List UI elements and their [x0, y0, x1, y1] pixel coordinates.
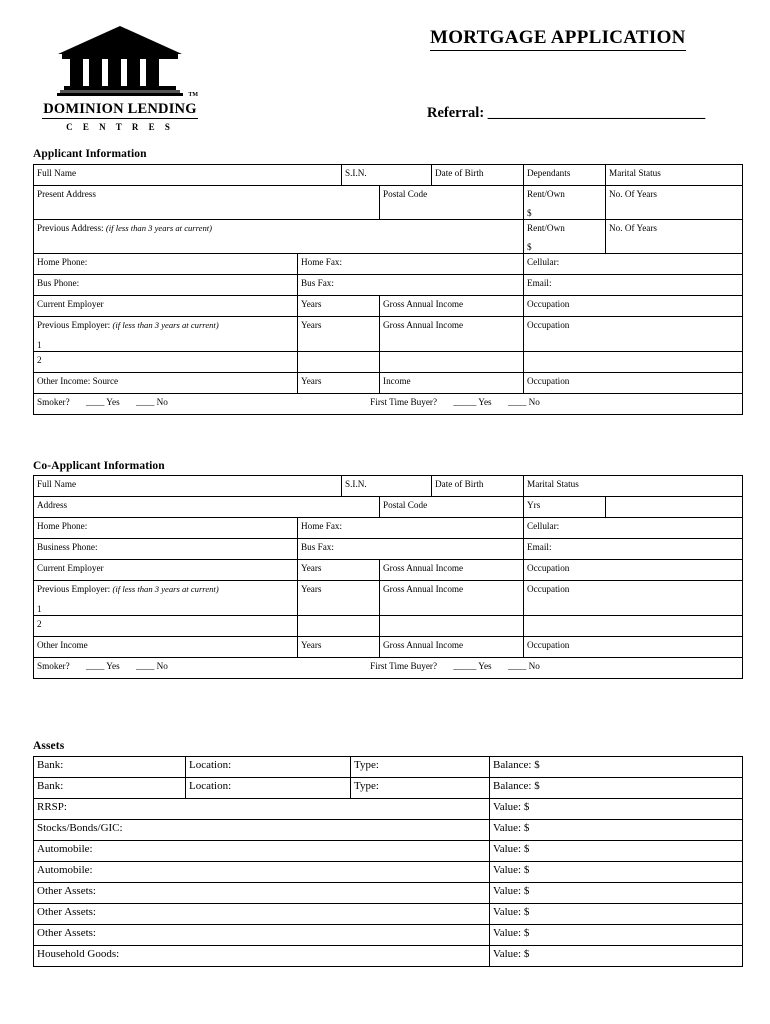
- co-smoker-yes-option[interactable]: ____ Yes: [85, 661, 120, 671]
- co-smoker-label: Smoker?: [37, 661, 70, 671]
- page-title: MORTGAGE APPLICATION: [430, 27, 686, 51]
- cell-bank-label[interactable]: Bank:: [34, 778, 186, 799]
- cell-previous-address[interactable]: [34, 220, 524, 254]
- cell-prev-employer-occupation[interactable]: Occupation: [524, 317, 743, 352]
- cell-co-employer-occupation[interactable]: Occupation: [524, 560, 743, 581]
- smoker-yes-option[interactable]: ____ Yes: [85, 397, 120, 407]
- table-row: [34, 925, 743, 946]
- cell-home-fax[interactable]: Home Fax:: [298, 254, 524, 275]
- cell-co-other-income-amount[interactable]: Gross Annual Income: [380, 637, 524, 658]
- cell-asset-label-rrsp[interactable]: RRSP:: [34, 799, 490, 820]
- table-row: [34, 841, 743, 862]
- cell-co-employer-years[interactable]: Years: [298, 560, 380, 581]
- cell-asset-value-automobile[interactable]: Value: $: [490, 862, 743, 883]
- cell-asset-value-other[interactable]: Value: $: [490, 883, 743, 904]
- smoker-label: Smoker?: [37, 397, 70, 407]
- table-row: [34, 581, 743, 616]
- rent-own-amount: $: [527, 208, 532, 218]
- previous-employer-row-1: 1: [37, 340, 42, 350]
- cell-dependants[interactable]: Dependants: [524, 165, 606, 186]
- table-row: [34, 799, 743, 820]
- cell-full-name[interactable]: Full Name: [34, 165, 342, 186]
- cell-co-business-phone[interactable]: Business Phone:: [34, 539, 298, 560]
- cell-co-full-name[interactable]: Full Name: [34, 476, 342, 497]
- table-row: [34, 904, 743, 925]
- cell-employer-gross-income[interactable]: Gross Annual Income: [380, 296, 524, 317]
- greek-temple-columns-icon: [54, 24, 186, 98]
- cell-asset-label-other[interactable]: Other Assets:: [34, 883, 490, 904]
- coapplicant-information-table: [33, 475, 743, 679]
- table-row: [34, 616, 743, 637]
- cell-co-postal-code[interactable]: Postal Code: [380, 497, 524, 518]
- cell-co-cellular[interactable]: Cellular:: [524, 518, 743, 539]
- previous-employer-label: Previous Employer:: [37, 320, 111, 330]
- cell-co-prev-employer-years[interactable]: Years: [298, 581, 380, 616]
- cell-bus-fax[interactable]: Bus Fax:: [298, 275, 524, 296]
- table-row: [34, 757, 743, 778]
- cell-date-of-birth[interactable]: Date of Birth: [432, 165, 524, 186]
- cell-asset-value-other[interactable]: Value: $: [490, 925, 743, 946]
- cell-bank-location[interactable]: Location:: [186, 757, 351, 778]
- cell-bank-location[interactable]: Location:: [186, 778, 351, 799]
- cell-asset-label-household-goods[interactable]: Household Goods:: [34, 946, 490, 967]
- cell-co-date-of-birth[interactable]: Date of Birth: [432, 476, 524, 497]
- first-time-buyer-yes-option[interactable]: _____ Yes: [453, 397, 492, 407]
- cell-asset-label-other[interactable]: Other Assets:: [34, 925, 490, 946]
- prev-rent-own-amount: $: [527, 242, 532, 252]
- cell-co-prev-employer-2-gross-income[interactable]: [380, 616, 524, 637]
- cell-asset-value-automobile[interactable]: Value: $: [490, 841, 743, 862]
- co-previous-employer-label: Previous Employer:: [37, 584, 111, 594]
- cell-no-of-years[interactable]: No. Of Years: [606, 186, 743, 220]
- table-row: [34, 883, 743, 904]
- cell-previous-employer[interactable]: [34, 317, 298, 352]
- cell-co-other-income-occupation[interactable]: Occupation: [524, 637, 743, 658]
- cell-co-marital-status[interactable]: Marital Status: [524, 476, 743, 497]
- previous-address-note: (if less than 3 years at current): [105, 223, 213, 233]
- cell-bus-phone[interactable]: Bus Phone:: [34, 275, 298, 296]
- table-row: [34, 497, 743, 518]
- cell-co-other-income-years[interactable]: Years: [298, 637, 380, 658]
- cell-asset-label-stocks-bonds-gic[interactable]: Stocks/Bonds/GIC:: [34, 820, 490, 841]
- cell-bank-type[interactable]: Type:: [351, 757, 490, 778]
- rent-own-label: Rent/Own: [527, 189, 565, 199]
- co-previous-employer-row-1: 1: [37, 604, 42, 614]
- cell-co-prev-employer-2-occupation[interactable]: [524, 616, 743, 637]
- cell-asset-label-automobile[interactable]: Automobile:: [34, 862, 490, 883]
- cell-co-employer-gross-income[interactable]: Gross Annual Income: [380, 560, 524, 581]
- table-row: [34, 778, 743, 799]
- table-row: [34, 394, 743, 415]
- table-row: [34, 946, 743, 967]
- cell-prev-employer-2-gross-income[interactable]: [380, 352, 524, 373]
- referral-blank-line[interactable]: ______________________________: [487, 105, 706, 121]
- cell-prev-employer-years[interactable]: Years: [298, 317, 380, 352]
- cell-prev-employer-2-years[interactable]: [298, 352, 380, 373]
- applicant-information-table: [33, 164, 743, 415]
- cell-smoker-ftb[interactable]: [34, 394, 743, 415]
- logo-company-subtitle: C E N T R E S: [66, 122, 174, 132]
- cell-co-other-income[interactable]: Other Income: [34, 637, 298, 658]
- cell-prev-no-of-years[interactable]: No. Of Years: [606, 220, 743, 254]
- logo-company-name: DOMINION LENDING: [43, 101, 197, 117]
- cell-employer-occupation[interactable]: Occupation: [524, 296, 743, 317]
- cell-bank-label[interactable]: Bank:: [34, 757, 186, 778]
- cell-marital-status[interactable]: Marital Status: [606, 165, 743, 186]
- cell-present-address[interactable]: Present Address: [34, 186, 380, 220]
- cell-email[interactable]: Email:: [524, 275, 743, 296]
- cell-prev-employer-2-occupation[interactable]: [524, 352, 743, 373]
- referral-label: Referral:: [427, 105, 485, 121]
- co-first-time-buyer-label: First Time Buyer?: [370, 661, 438, 671]
- cell-co-prev-employer-occupation[interactable]: Occupation: [524, 581, 743, 616]
- co-smoker-no-option[interactable]: ____ No: [135, 661, 168, 671]
- prev-rent-own-label: Rent/Own: [527, 223, 565, 233]
- assets-table: [33, 756, 743, 967]
- cell-employer-years[interactable]: Years: [298, 296, 380, 317]
- previous-address-label: Previous Address:: [37, 223, 104, 233]
- cell-current-employer[interactable]: Current Employer: [34, 296, 298, 317]
- table-row: [34, 352, 743, 373]
- cell-asset-label-automobile[interactable]: Automobile:: [34, 841, 490, 862]
- co-previous-employer-note: (if less than 3 years at current): [112, 584, 219, 594]
- table-row: [34, 862, 743, 883]
- table-row: [34, 820, 743, 841]
- cell-cellular[interactable]: Cellular:: [524, 254, 743, 275]
- table-row: [34, 518, 743, 539]
- table-row: [34, 658, 743, 679]
- cell-co-prev-employer-2-years[interactable]: [298, 616, 380, 637]
- cell-other-income-years[interactable]: Years: [298, 373, 380, 394]
- smoker-no-option[interactable]: ____ No: [135, 397, 168, 407]
- coapplicant-section-heading: Co-Applicant Information: [33, 460, 165, 472]
- cell-co-smoker-ftb[interactable]: [34, 658, 743, 679]
- cell-home-phone[interactable]: Home Phone:: [34, 254, 298, 275]
- cell-co-home-fax[interactable]: Home Fax:: [298, 518, 524, 539]
- table-row: [34, 539, 743, 560]
- table-row: [34, 165, 743, 186]
- cell-co-current-employer[interactable]: Current Employer: [34, 560, 298, 581]
- cell-co-email[interactable]: Email:: [524, 539, 743, 560]
- referral-field: [427, 105, 705, 122]
- co-first-time-buyer-yes-option[interactable]: _____ Yes: [453, 661, 492, 671]
- cell-asset-value-rrsp[interactable]: Value: $: [490, 799, 743, 820]
- cell-bank-balance[interactable]: Balance: $: [490, 757, 743, 778]
- cell-sin[interactable]: S.I.N.: [342, 165, 432, 186]
- cell-bank-type[interactable]: Type:: [351, 778, 490, 799]
- page-header: [0, 0, 770, 145]
- trademark-symbol: TM: [188, 92, 198, 98]
- cell-bank-balance[interactable]: Balance: $: [490, 778, 743, 799]
- first-time-buyer-no-option[interactable]: ____ No: [507, 397, 540, 407]
- cell-co-address-extra[interactable]: [606, 497, 743, 518]
- cell-prev-rent-own[interactable]: [524, 220, 606, 254]
- co-first-time-buyer-no-option[interactable]: ____ No: [507, 661, 540, 671]
- cell-co-bus-fax[interactable]: Bus Fax:: [298, 539, 524, 560]
- first-time-buyer-label: First Time Buyer?: [370, 397, 438, 407]
- company-logo: [40, 24, 200, 132]
- table-row: [34, 254, 743, 275]
- cell-other-income-occupation[interactable]: Occupation: [524, 373, 743, 394]
- cell-co-previous-employer-2[interactable]: 2: [34, 616, 298, 637]
- table-row: [34, 476, 743, 497]
- cell-prev-employer-gross-income[interactable]: Gross Annual Income: [380, 317, 524, 352]
- cell-rent-own[interactable]: [524, 186, 606, 220]
- cell-asset-value-household-goods[interactable]: Value: $: [490, 946, 743, 967]
- table-row: [34, 186, 743, 220]
- cell-other-income-amount[interactable]: Income: [380, 373, 524, 394]
- table-row: [34, 637, 743, 658]
- assets-section-heading: Assets: [33, 740, 65, 752]
- table-row: [34, 220, 743, 254]
- cell-co-address[interactable]: Address: [34, 497, 380, 518]
- cell-other-income-source[interactable]: Other Income: Source: [34, 373, 298, 394]
- previous-employer-note: (if less than 3 years at current): [112, 320, 219, 330]
- cell-previous-employer-2[interactable]: 2: [34, 352, 298, 373]
- table-row: [34, 317, 743, 352]
- table-row: [34, 275, 743, 296]
- cell-co-prev-employer-gross-income[interactable]: Gross Annual Income: [380, 581, 524, 616]
- table-row: [34, 373, 743, 394]
- cell-asset-value-other[interactable]: Value: $: [490, 904, 743, 925]
- cell-asset-value-stocks-bonds-gic[interactable]: Value: $: [490, 820, 743, 841]
- cell-co-sin[interactable]: S.I.N.: [342, 476, 432, 497]
- table-row: [34, 560, 743, 581]
- cell-co-home-phone[interactable]: Home Phone:: [34, 518, 298, 539]
- cell-co-yrs[interactable]: Yrs: [524, 497, 606, 518]
- applicant-section-heading: Applicant Information: [33, 148, 147, 160]
- table-row: [34, 296, 743, 317]
- logo-wordmark: [40, 92, 200, 132]
- cell-postal-code[interactable]: Postal Code: [380, 186, 524, 220]
- cell-asset-label-other[interactable]: Other Assets:: [34, 904, 490, 925]
- cell-co-previous-employer[interactable]: [34, 581, 298, 616]
